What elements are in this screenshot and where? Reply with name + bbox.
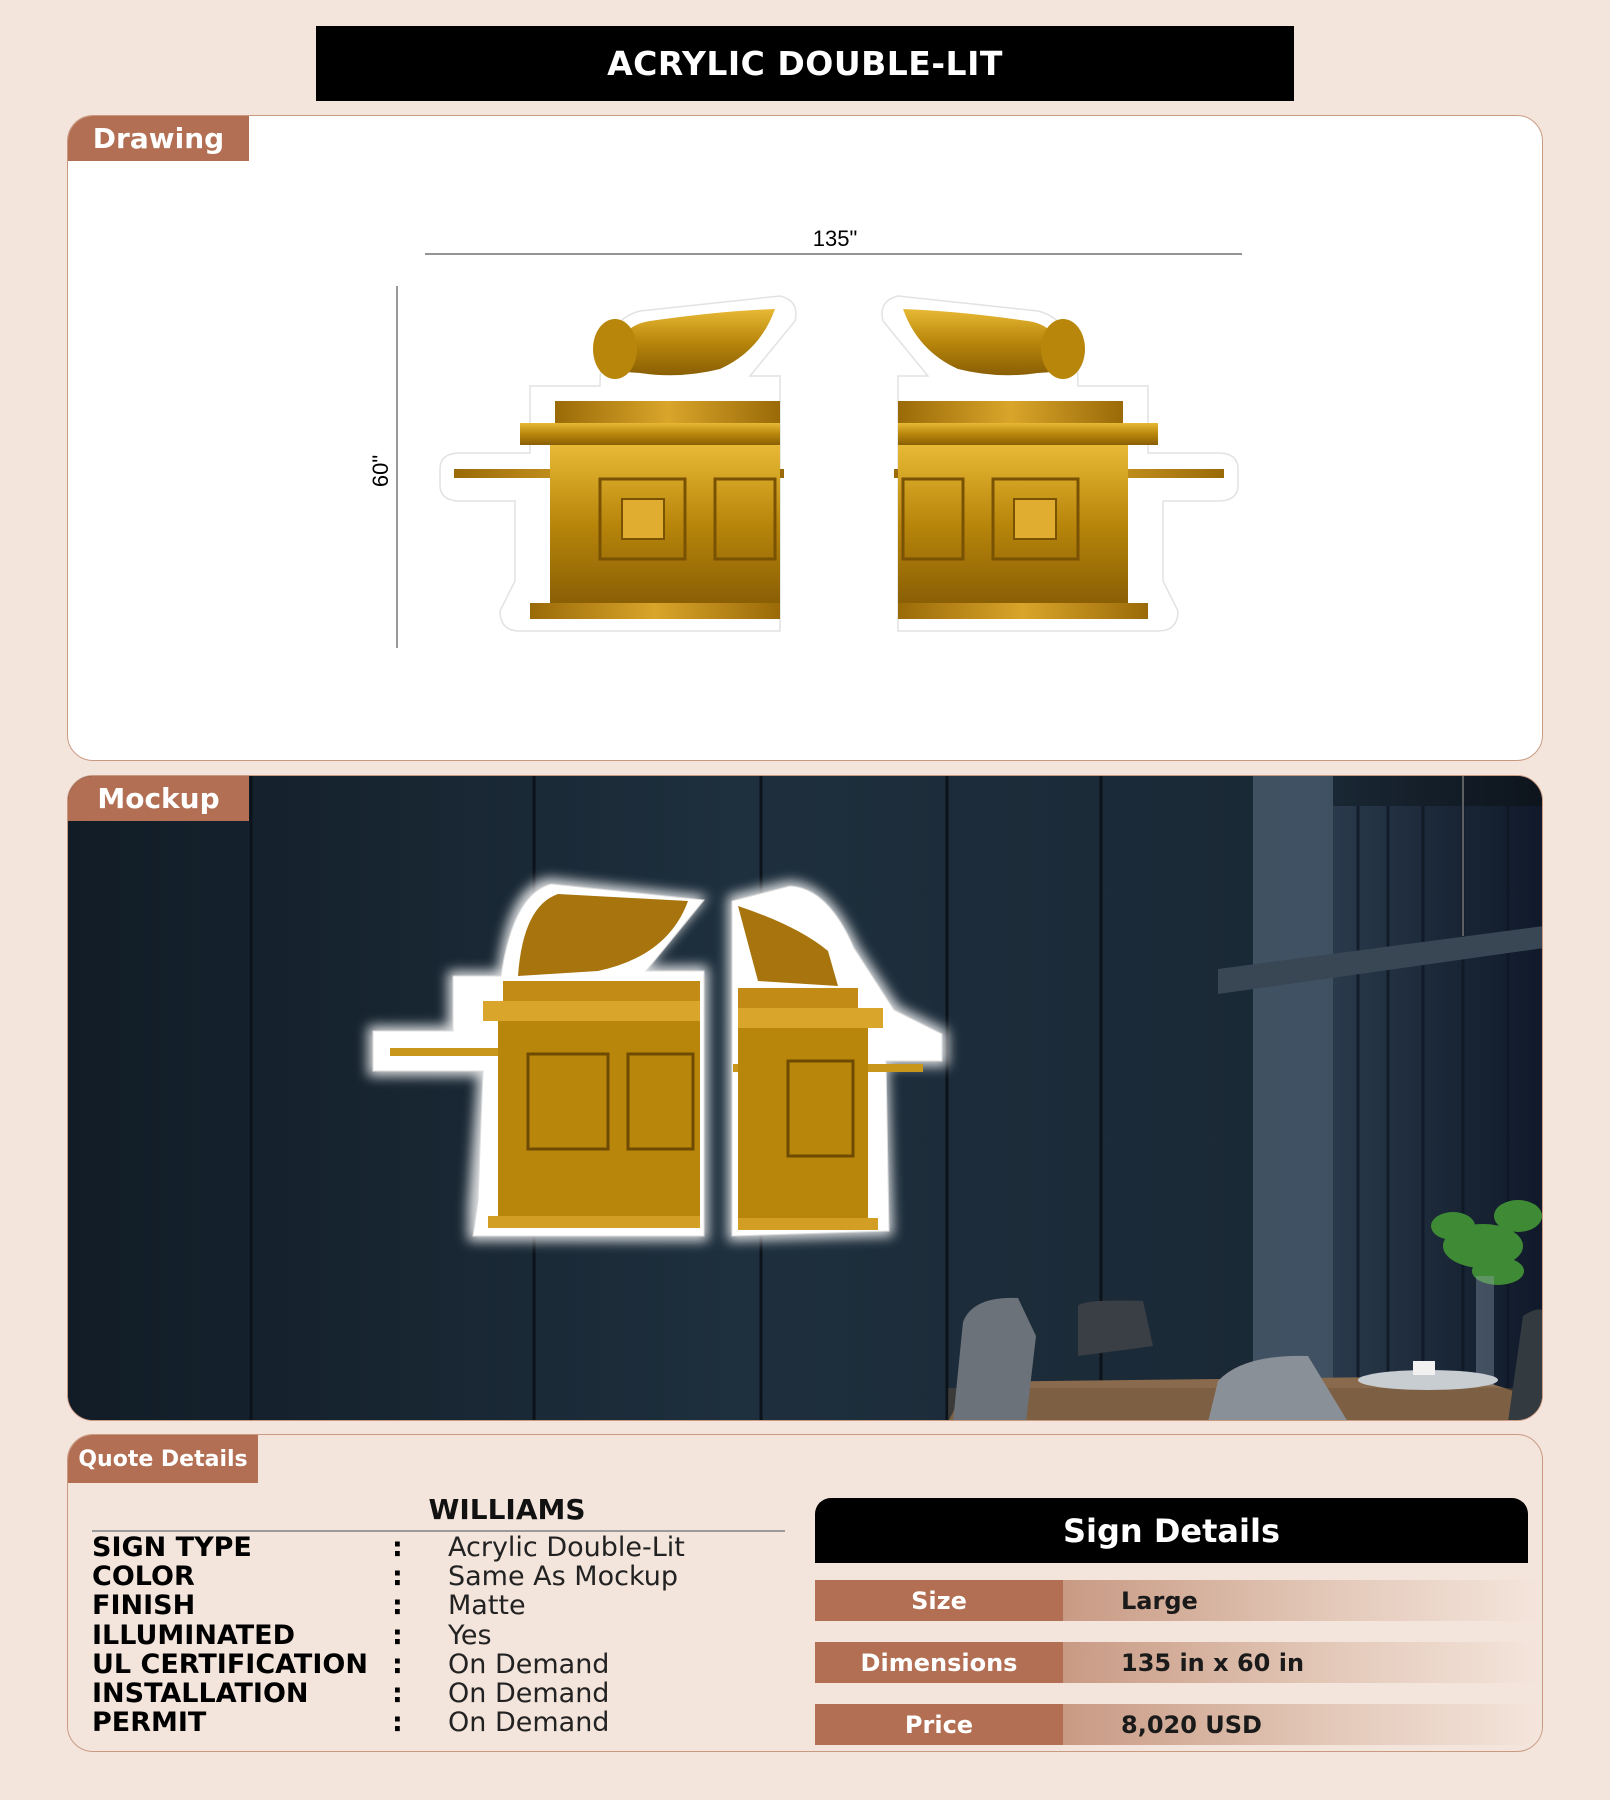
sign-details-row-dimensions <box>815 1642 1542 1683</box>
width-dimension-label: 135" <box>812 226 858 251</box>
sign-details-value: Large <box>1063 1580 1542 1621</box>
spec-label: PERMIT <box>92 1707 207 1739</box>
drawing-illustration <box>68 116 1543 761</box>
spec-row <box>92 1679 685 1708</box>
spec-value: Same As Mockup <box>448 1561 679 1593</box>
spec-label: UL CERTIFICATION <box>92 1648 368 1680</box>
ark-right-piece <box>882 296 1238 631</box>
sign-details-row-price <box>815 1704 1542 1745</box>
height-dimension-label: 60" <box>368 454 393 488</box>
sign-details-row-size <box>815 1580 1542 1621</box>
spec-value: Yes <box>448 1619 492 1651</box>
spec-row <box>92 1591 685 1620</box>
spec-colon: : <box>392 1532 403 1564</box>
spec-row <box>92 1562 685 1591</box>
spec-colon: : <box>392 1619 403 1651</box>
spec-label: SIGN TYPE <box>92 1532 252 1564</box>
spec-colon: : <box>392 1590 403 1622</box>
sign-details-header: Sign Details <box>815 1498 1528 1563</box>
spec-colon: : <box>392 1561 403 1593</box>
mockup-panel <box>67 775 1543 1421</box>
spec-colon: : <box>392 1648 403 1680</box>
spec-label: ILLUMINATED <box>92 1619 296 1651</box>
ark-left-piece <box>440 296 796 631</box>
spec-row <box>92 1708 685 1737</box>
sign-details-value: 135 in x 60 in <box>1063 1642 1542 1683</box>
drawing-tab: Drawing <box>68 116 249 161</box>
spec-row <box>92 1650 685 1679</box>
spec-label: COLOR <box>92 1561 195 1593</box>
spec-row <box>92 1621 685 1650</box>
mockup-scene <box>68 776 1543 1421</box>
mockup-tab: Mockup <box>68 776 249 821</box>
quote-panel <box>67 1434 1543 1752</box>
spec-value: Matte <box>448 1590 526 1622</box>
spec-value: On Demand <box>448 1648 610 1680</box>
spec-colon: : <box>392 1678 403 1710</box>
spec-list <box>92 1533 685 1737</box>
spec-label: INSTALLATION <box>92 1678 309 1710</box>
sign-details-key: Size <box>815 1580 1063 1621</box>
spec-colon: : <box>392 1707 403 1739</box>
sign-details-key: Price <box>815 1704 1063 1745</box>
quote-details-tab: Quote Details <box>68 1435 258 1483</box>
spec-value: On Demand <box>448 1707 610 1739</box>
spec-value: Acrylic Double-Lit <box>448 1532 685 1564</box>
spec-label: FINISH <box>92 1590 196 1622</box>
drawing-panel <box>67 115 1543 761</box>
page-title: ACRYLIC DOUBLE-LIT <box>316 26 1294 101</box>
spec-value: On Demand <box>448 1678 610 1710</box>
sign-details-key: Dimensions <box>815 1642 1063 1683</box>
sign-details-value: 8,020 USD <box>1063 1704 1542 1745</box>
client-name: WILLIAMS <box>428 1493 586 1526</box>
spec-row <box>92 1533 685 1562</box>
